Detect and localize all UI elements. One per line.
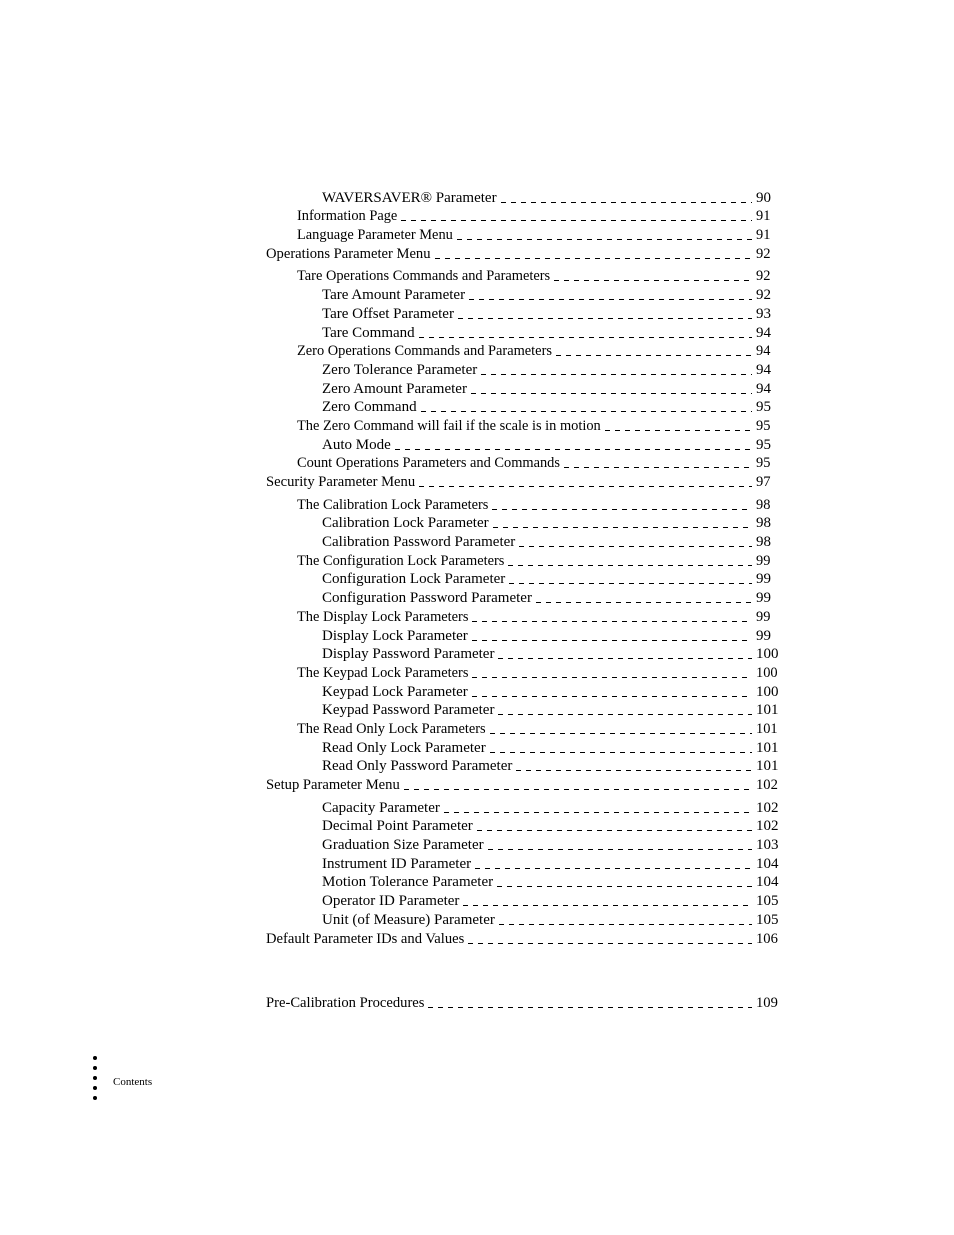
toc-entry-title: Capacity Parameter xyxy=(322,799,440,816)
toc-entry-page: 98 xyxy=(756,496,771,513)
dot-leader xyxy=(498,714,752,715)
toc-entry-title: Graduation Size Parameter xyxy=(322,837,484,854)
dot-leader xyxy=(395,449,752,450)
dot-leader xyxy=(472,677,752,678)
toc-entry[interactable] xyxy=(266,572,780,591)
toc-entry-title: Calibration Lock Parameter xyxy=(322,515,489,532)
dot-leader xyxy=(508,565,752,566)
toc-entry-title: Operator ID Parameter xyxy=(322,893,460,910)
toc-entry-page: 104 xyxy=(756,855,779,872)
toc-entry[interactable] xyxy=(266,497,780,516)
dot-leader xyxy=(421,411,752,412)
toc-entry-title: The Calibration Lock Parameters xyxy=(297,496,489,513)
toc-entry-page: 92 xyxy=(756,245,771,262)
toc-entry[interactable] xyxy=(266,875,780,894)
toc-entry-page: 106 xyxy=(756,930,778,947)
toc-entry[interactable] xyxy=(266,325,780,344)
toc-entry[interactable] xyxy=(266,912,780,931)
margin-dots xyxy=(93,1056,99,1106)
toc-entry-page: 101 xyxy=(756,739,779,756)
toc-entry[interactable] xyxy=(266,474,780,493)
margin-dot xyxy=(93,1066,97,1070)
toc-entry-title: WAVERSAVER® Parameter xyxy=(322,189,497,206)
toc-entry-title: Zero Operations Commands and Parameters xyxy=(297,343,552,360)
dot-leader xyxy=(536,602,752,603)
toc-entry-page: 93 xyxy=(756,305,771,322)
toc-entry-title: Tare Amount Parameter xyxy=(322,287,466,304)
toc-entry-title: Display Lock Parameter xyxy=(322,627,468,644)
toc-entry[interactable] xyxy=(266,227,780,246)
toc-entry-title: Zero Command xyxy=(322,399,417,416)
dot-leader xyxy=(428,1007,752,1008)
toc-entry-page: 101 xyxy=(756,702,779,719)
toc-entry[interactable] xyxy=(266,287,780,306)
dot-leader xyxy=(471,393,752,394)
dot-leader xyxy=(475,868,752,869)
dot-leader xyxy=(477,830,752,831)
dot-leader xyxy=(481,374,752,375)
toc-entry-page: 95 xyxy=(756,455,771,472)
toc-entry[interactable] xyxy=(266,665,780,684)
dot-leader xyxy=(468,943,752,944)
dot-leader xyxy=(509,583,752,584)
toc-entry-title: Setup Parameter Menu xyxy=(266,777,400,793)
toc-entry-page: 92 xyxy=(756,287,771,304)
dot-leader xyxy=(457,239,752,240)
dot-leader xyxy=(493,527,752,528)
toc-entry-page: 105 xyxy=(756,911,779,928)
toc-entry-page: 109 xyxy=(756,995,778,1012)
toc-entry[interactable] xyxy=(266,269,780,288)
toc-entry[interactable] xyxy=(266,437,780,456)
dot-leader xyxy=(469,299,752,300)
toc-entry[interactable] xyxy=(266,456,780,475)
toc-entry[interactable] xyxy=(266,800,780,819)
toc-entry-page: 99 xyxy=(756,571,771,588)
toc-entry[interactable] xyxy=(266,534,780,553)
toc-entry-page: 105 xyxy=(756,893,779,910)
toc-entry-page: 95 xyxy=(756,417,771,434)
dot-leader xyxy=(472,640,752,641)
toc-entry[interactable] xyxy=(266,684,780,703)
toc-entry-title: Tare Command xyxy=(322,324,415,341)
toc-entry-title: The Zero Command will fail if the scale is in motion xyxy=(297,417,601,434)
dot-leader xyxy=(472,621,752,622)
toc-entry-page: 94 xyxy=(756,380,771,397)
toc-entry-title: Security Parameter Menu xyxy=(266,474,416,490)
dot-leader xyxy=(492,509,752,510)
toc-entry-page: 100 xyxy=(756,646,779,663)
toc-entry-page: 95 xyxy=(756,436,771,453)
toc-entry-page: 104 xyxy=(756,874,779,891)
dot-leader xyxy=(516,770,752,771)
dot-leader xyxy=(472,696,752,697)
toc-entry[interactable] xyxy=(266,306,780,325)
toc-entry-title: Tare Operations Commands and Parameters xyxy=(297,268,551,285)
toc-entry-page: 99 xyxy=(756,627,771,644)
toc-entry-page: 94 xyxy=(756,361,771,378)
dot-leader xyxy=(556,355,752,356)
toc-entry[interactable] xyxy=(266,400,780,419)
dot-leader xyxy=(498,658,752,659)
dot-leader xyxy=(497,886,752,887)
dot-leader xyxy=(519,546,752,547)
toc-entry-page: 102 xyxy=(756,777,778,793)
toc-entry-title: Pre-Calibration Procedures xyxy=(266,995,425,1012)
toc-entry[interactable] xyxy=(266,553,780,572)
toc-entry-page: 94 xyxy=(756,324,771,341)
toc-entry-page: 95 xyxy=(756,399,771,416)
toc-entry[interactable] xyxy=(266,418,780,437)
toc-entry[interactable] xyxy=(266,628,780,647)
toc-entry-page: 99 xyxy=(756,590,771,607)
toc-entry[interactable] xyxy=(266,246,780,265)
dot-leader xyxy=(401,220,752,221)
toc-entry-page: 102 xyxy=(756,818,779,835)
dot-leader xyxy=(419,486,752,487)
toc-entry[interactable] xyxy=(266,590,780,609)
toc-entry[interactable] xyxy=(266,344,780,363)
footer-section-label: Contents xyxy=(113,1076,153,1088)
margin-dot xyxy=(93,1056,97,1060)
toc-entry-title: Display Password Parameter xyxy=(322,646,495,663)
toc-entry-page: 100 xyxy=(756,664,778,681)
toc-entry[interactable] xyxy=(266,759,780,778)
toc-entry-title: Read Only Password Parameter xyxy=(322,758,513,775)
toc-entry[interactable] xyxy=(266,190,780,209)
toc-entry-page: 102 xyxy=(756,799,779,816)
toc-entry[interactable] xyxy=(266,856,780,875)
toc-entry-title: Zero Tolerance Parameter xyxy=(322,361,478,378)
dot-leader xyxy=(463,905,752,906)
toc-entry-title: Keypad Lock Parameter xyxy=(322,683,468,700)
toc-entry-page: 101 xyxy=(756,720,778,737)
toc-entry-page: 94 xyxy=(756,343,771,360)
toc-entry-title: Auto Mode xyxy=(322,436,391,453)
toc-entry[interactable] xyxy=(266,609,780,628)
toc-entry-title: Unit (of Measure) Parameter xyxy=(322,911,495,928)
toc-entry-title: The Keypad Lock Parameters xyxy=(297,664,469,681)
toc-entry-title: Decimal Point Parameter xyxy=(322,818,473,835)
toc-entry-title: Calibration Password Parameter xyxy=(322,534,516,551)
toc-entry-title: The Display Lock Parameters xyxy=(297,608,469,625)
dot-leader xyxy=(490,752,752,753)
toc-entry[interactable] xyxy=(266,381,780,400)
dot-leader xyxy=(435,258,752,259)
dot-leader xyxy=(554,280,752,281)
table-of-contents xyxy=(266,190,780,1014)
toc-entry[interactable] xyxy=(266,837,780,856)
toc-entry-page: 91 xyxy=(756,227,771,244)
toc-entry-page: 99 xyxy=(756,608,771,625)
toc-entry-title: Motion Tolerance Parameter xyxy=(322,874,494,891)
toc-entry-title: Configuration Password Parameter xyxy=(322,590,532,607)
toc-entry-title: Default Parameter IDs and Values xyxy=(266,930,465,947)
toc-entry[interactable] xyxy=(266,362,780,381)
dot-leader xyxy=(501,202,752,203)
margin-dot xyxy=(93,1086,97,1090)
toc-entry-page: 103 xyxy=(756,837,779,854)
toc-entry-title: Tare Offset Parameter xyxy=(322,305,454,322)
toc-entry-page: 97 xyxy=(756,474,771,490)
toc-entry[interactable] xyxy=(266,996,780,1015)
toc-entry-title: Information Page xyxy=(297,208,398,225)
toc-entry[interactable] xyxy=(266,721,780,740)
toc-entry[interactable] xyxy=(266,893,780,912)
toc-entry[interactable] xyxy=(266,209,780,228)
toc-entry[interactable] xyxy=(266,703,780,722)
toc-entry-page: 92 xyxy=(756,268,771,285)
dot-leader xyxy=(564,467,752,468)
toc-entry-page: 101 xyxy=(756,758,779,775)
toc-entry-title: The Configuration Lock Parameters xyxy=(297,552,505,569)
toc-entry-page: 99 xyxy=(756,552,771,569)
toc-entry[interactable] xyxy=(266,819,780,838)
toc-entry-title: Read Only Lock Parameter xyxy=(322,739,486,756)
toc-entry-page: 98 xyxy=(756,534,771,551)
toc-entry[interactable] xyxy=(266,516,780,535)
toc-entry[interactable] xyxy=(266,647,780,666)
toc-entry-title: Zero Amount Parameter xyxy=(322,380,467,397)
margin-dot xyxy=(93,1076,97,1080)
toc-entry-title: Operations Parameter Menu xyxy=(266,245,431,262)
dot-leader xyxy=(488,849,752,850)
toc-entry-page: 90 xyxy=(756,189,771,206)
toc-entry-title: Configuration Lock Parameter xyxy=(322,571,506,588)
toc-entry[interactable] xyxy=(266,740,780,759)
toc-entry-title: Count Operations Parameters and Commands xyxy=(297,455,560,472)
toc-entry-title: Keypad Password Parameter xyxy=(322,702,495,719)
toc-entry[interactable] xyxy=(266,931,780,950)
toc-entry-page: 100 xyxy=(756,683,779,700)
toc-entry-page: 91 xyxy=(756,208,771,225)
dot-leader xyxy=(444,812,752,813)
dot-leader xyxy=(419,337,752,338)
dot-leader xyxy=(490,733,752,734)
dot-leader xyxy=(605,430,752,431)
margin-dot xyxy=(93,1096,97,1100)
dot-leader xyxy=(458,318,752,319)
dot-leader xyxy=(499,924,752,925)
toc-entry-title: Language Parameter Menu xyxy=(297,227,453,244)
dot-leader xyxy=(404,789,752,790)
toc-entry-page: 98 xyxy=(756,515,771,532)
toc-entry-title: The Read Only Lock Parameters xyxy=(297,720,486,737)
toc-entry-title: Instrument ID Parameter xyxy=(322,855,472,872)
toc-entry[interactable] xyxy=(266,777,780,796)
